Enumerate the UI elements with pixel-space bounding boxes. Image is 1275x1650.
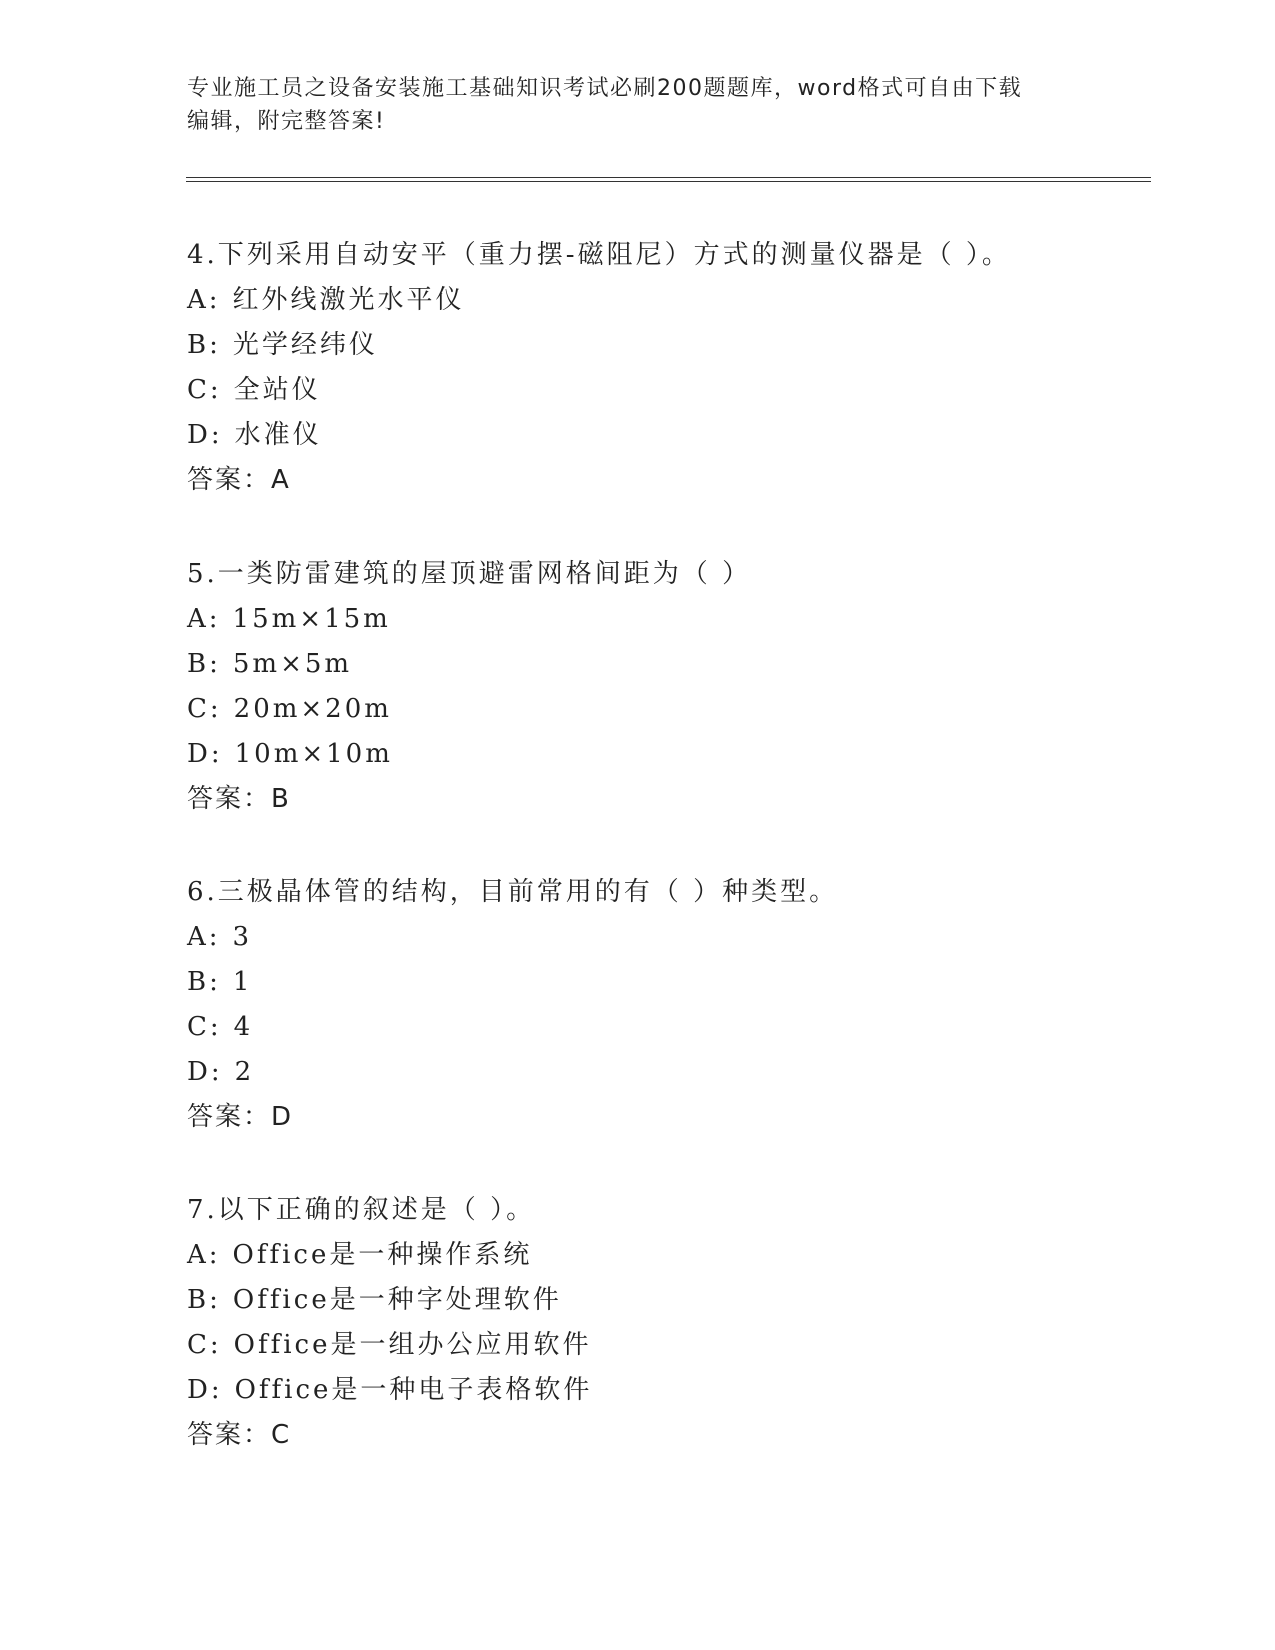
option-text: 20m×20m	[233, 694, 392, 724]
option-text: 5m×5m	[232, 649, 353, 679]
option-text: 2	[234, 1057, 255, 1087]
answer-line: 答案：C	[187, 1420, 292, 1450]
question-stem: 6.三极晶体管的结构，目前常用的有（ ）种类型。	[187, 877, 839, 907]
option-key: D:	[187, 420, 223, 450]
question-block	[187, 870, 1187, 1140]
option-key: C:	[187, 694, 222, 724]
question-block	[187, 233, 1187, 503]
question-stem: 4.下列采用自动安平（重力摆-磁阻尼）方式的测量仪器是（ ）。	[187, 240, 1011, 270]
option-key: B:	[187, 1285, 221, 1315]
option-text: 10m×10m	[234, 739, 393, 769]
option-key: A:	[187, 922, 221, 952]
question-stem: 7.以下正确的叙述是（ ）。	[187, 1195, 536, 1225]
header-divider-bottom	[186, 181, 1151, 182]
option-key: C:	[187, 1012, 222, 1042]
option-c	[187, 687, 1187, 732]
question-block	[187, 1188, 1187, 1458]
answer-line: 答案：B	[187, 784, 291, 814]
document-header	[187, 72, 1087, 138]
option-b	[187, 642, 1187, 687]
answer-line: 答案：A	[187, 465, 291, 495]
option-text: 全站仪	[233, 375, 321, 405]
option-c	[187, 1323, 1187, 1368]
option-key: B:	[187, 649, 221, 679]
header-title-line-1: 专业施工员之设备安装施工基础知识考试必刷200题题库，word格式可自由下载	[187, 76, 1023, 101]
option-a	[187, 597, 1187, 642]
option-a	[187, 278, 1187, 323]
option-b	[187, 323, 1187, 368]
question-block	[187, 552, 1187, 822]
option-d	[187, 732, 1187, 777]
answer-line: 答案：D	[187, 1102, 294, 1132]
option-text: 红外线激光水平仪	[232, 285, 465, 315]
option-b	[187, 1278, 1187, 1323]
option-text: 光学经纬仪	[232, 330, 378, 360]
option-key: D:	[187, 1057, 223, 1087]
option-text: Office是一组办公应用软件	[233, 1330, 592, 1360]
option-text: 15m×15m	[232, 604, 391, 634]
option-c	[187, 1005, 1187, 1050]
header-divider-top	[186, 177, 1151, 178]
option-key: A:	[187, 604, 221, 634]
option-text: Office是一种字处理软件	[232, 1285, 562, 1315]
option-key: B:	[187, 330, 221, 360]
option-key: D:	[187, 1375, 223, 1405]
option-d	[187, 413, 1187, 458]
option-text: 1	[232, 967, 253, 997]
option-key: A:	[187, 1240, 221, 1270]
question-stem: 5.一类防雷建筑的屋顶避雷网格间距为（ ）	[187, 559, 752, 589]
option-text: Office是一种操作系统	[232, 1240, 533, 1270]
option-a	[187, 915, 1187, 960]
option-key: C:	[187, 1330, 222, 1360]
option-b	[187, 960, 1187, 1005]
option-d	[187, 1050, 1187, 1095]
option-text: 水准仪	[234, 420, 322, 450]
option-key: B:	[187, 967, 221, 997]
option-key: A:	[187, 285, 221, 315]
option-key: D:	[187, 739, 223, 769]
header-title-line-2: 编辑，附完整答案!	[187, 109, 386, 134]
option-text: Office是一种电子表格软件	[234, 1375, 593, 1405]
option-a	[187, 1233, 1187, 1278]
option-c	[187, 368, 1187, 413]
option-text: 3	[232, 922, 253, 952]
option-text: 4	[233, 1012, 254, 1042]
option-key: C:	[187, 375, 222, 405]
option-d	[187, 1368, 1187, 1413]
